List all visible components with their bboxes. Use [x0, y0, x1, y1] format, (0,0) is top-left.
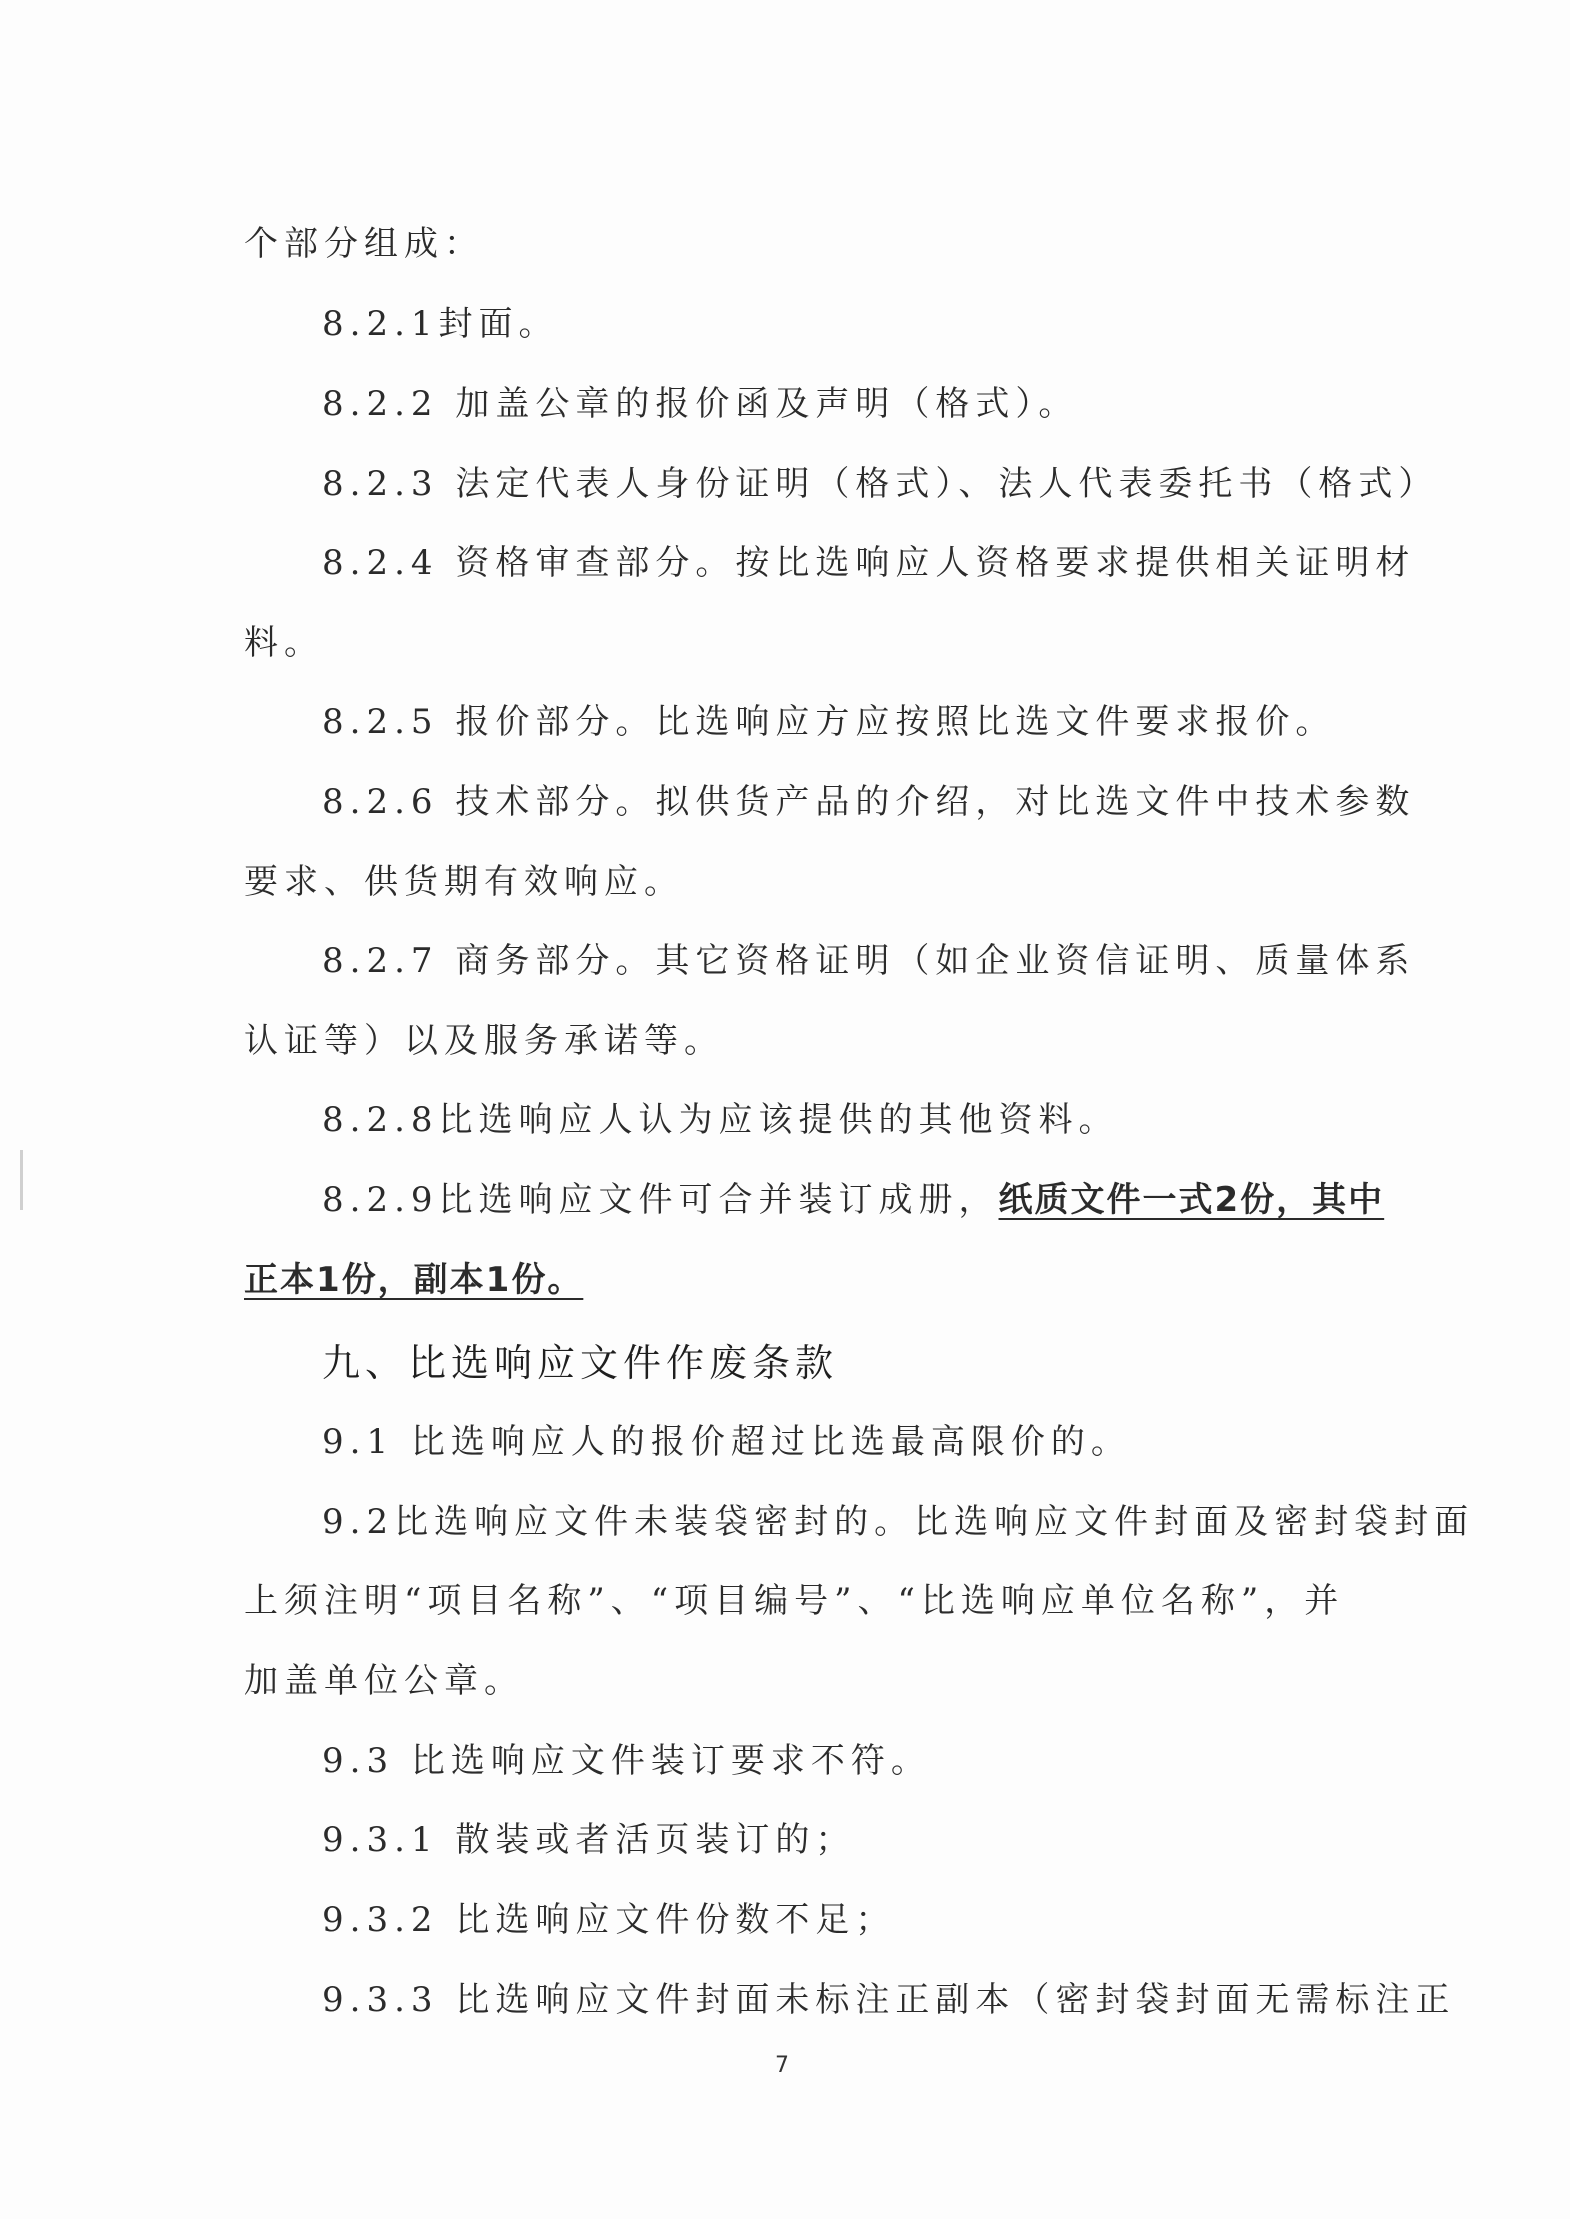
text-line-14 [244, 1260, 583, 1300]
section-heading-nine: 九、比选响应文件作废条款 [322, 1341, 839, 1385]
text-line-2: 8.2.1封面。 [322, 304, 559, 344]
text-line-3: 8.2.2 加盖公章的报价函及声明（格式）。 [322, 384, 1079, 424]
page-number: 7 [775, 2053, 789, 2078]
text-line-13-plain: 8.2.9比选响应文件可合并装订成册， [322, 1180, 999, 1220]
text-line-22: 9.3.3 比选响应文件封面未标注正副本（密封袋封面无需标注正 [322, 1980, 1456, 2020]
underlined-original-copy: 正本1份，副本1份。 [244, 1260, 584, 1300]
text-line-6: 料。 [244, 623, 324, 663]
underlined-copies-requirement: 纸质文件一式2份，其中 [998, 1180, 1385, 1220]
text-line-5: 8.2.4 资格审查部分。按比选响应人资格要求提供相关证明材 [322, 543, 1416, 583]
text-line-12: 8.2.8比选响应人认为应该提供的其他资料。 [322, 1100, 1119, 1140]
text-line-21: 9.3.2 比选响应文件份数不足； [322, 1900, 896, 1940]
text-line-11: 认证等）以及服务承诺等。 [244, 1021, 724, 1061]
text-line-1: 个部分组成： [244, 224, 484, 264]
text-line-15: 9.1 比选响应人的报价超过比选最高限价的。 [322, 1422, 1131, 1462]
text-line-4: 8.2.3 法定代表人身份证明（格式）、法人代表委托书（格式） [322, 464, 1439, 504]
text-line-7: 8.2.5 报价部分。比选响应方应按照比选文件要求报价。 [322, 702, 1336, 742]
text-line-8: 8.2.6 技术部分。拟供货产品的介绍，对比选文件中技术参数 [322, 782, 1416, 822]
text-line-18: 加盖单位公章。 [244, 1661, 524, 1701]
text-line-17: 上须注明“项目名称”、“项目编号”、“比选响应单位名称”，并 [244, 1581, 1345, 1621]
text-line-13 [322, 1180, 1384, 1220]
text-line-19: 9.3 比选响应文件装订要求不符。 [322, 1741, 931, 1781]
text-line-10: 8.2.7 商务部分。其它资格证明（如企业资信证明、质量体系 [322, 941, 1416, 981]
text-line-16: 9.2比选响应文件未装袋密封的。比选响应文件封面及密封袋封面 [322, 1502, 1475, 1542]
text-line-9: 要求、供货期有效响应。 [244, 862, 684, 902]
text-line-20: 9.3.1 散装或者活页装订的； [322, 1820, 856, 1860]
scan-artifact [20, 1150, 23, 1210]
